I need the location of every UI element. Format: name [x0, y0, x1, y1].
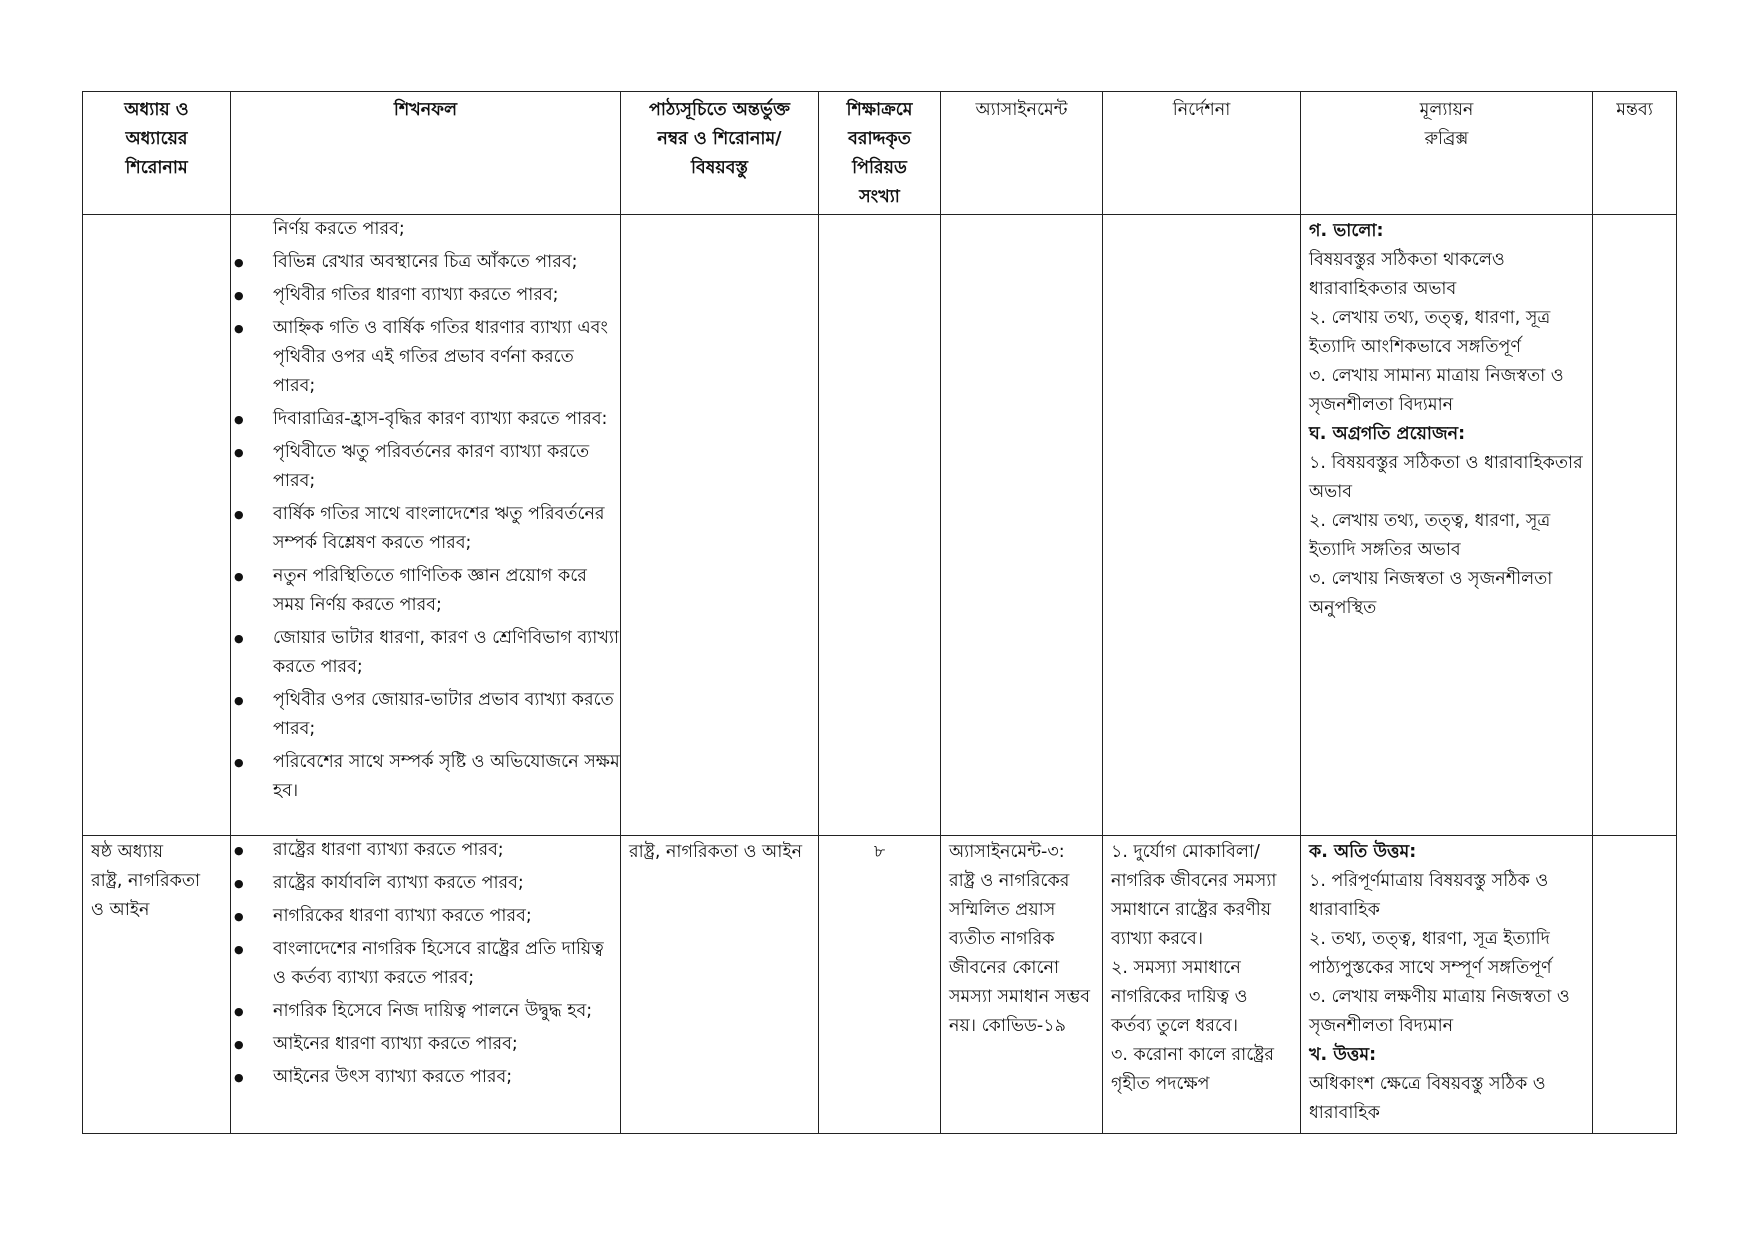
chapter-title: ষষ্ঠ অধ্যায় [91, 842, 164, 862]
outcome-list [231, 215, 620, 806]
list-item: ● আইনের ধারণা ব্যাখ্যা করতে পারব; [231, 1030, 620, 1059]
header-syllabus: পাঠ্যসূচিতে অন্তর্ভুক্ত নম্বর ও শিরোনাম/ বিষয়বস্তু [621, 92, 819, 215]
assignment-cell [941, 215, 1103, 836]
list-item: ● আহ্নিক গতি ও বার্ষিক গতির ধারণার ব্যাখ্যা এবং পৃথিবীর ওপর এই গতির প্রভাব বর্ণনা করতে পারব; [231, 314, 620, 401]
header-periods: শিক্ষাক্রমে বরাদ্দকৃত পিরিয়ড সংখ্যা [819, 92, 941, 215]
rubric-line: বিষয়বস্তুর সঠিকতা থাকলেও ধারাবাহিকতার অভাব [1309, 250, 1505, 299]
list-item: ● নাগরিক হিসেবে নিজ দায়িত্ব পালনে উদ্বুদ্ধ হব; [231, 997, 620, 1026]
rubric-line: ১. পরিপূর্ণমাত্রায় বিষয়বস্তু সঠিক ও ধারাবাহিক [1309, 871, 1549, 920]
guidance-cell [1103, 836, 1301, 1134]
header-remarks: মন্তব্য [1593, 92, 1677, 215]
header-guidance: নির্দেশনা [1103, 92, 1301, 215]
header-assignment: অ্যাসাইনমেন্ট [941, 92, 1103, 215]
header-outcomes: শিখনফল [231, 92, 621, 215]
rubric-line: ২. লেখায় তথ্য, তত্ত্ব, ধারণা, সূত্র ইত্যাদি সঙ্গতির অভাব [1309, 511, 1551, 560]
rubric [1301, 215, 1592, 623]
list-item: ● রাষ্ট্রের কার্যাবলি ব্যাখ্যা করতে পারব; [231, 869, 620, 898]
remarks-cell [1593, 836, 1677, 1134]
rubric-line: ৩. লেখায় নিজস্বতা ও সৃজনশীলতা অনুপস্থিত [1309, 569, 1553, 618]
rubric-heading: গ. ভালো: [1309, 221, 1384, 241]
syllabus-cell [621, 215, 819, 836]
periods-cell [819, 215, 941, 836]
outcome-continuation: নির্ণয় করতে পারব; [273, 219, 405, 239]
rubric-line: ২. তথ্য, তত্ত্ব, ধারণা, সূত্র ইত্যাদি পাঠ্যপুস্তকের সাথে সম্পূর্ণ সঙ্গতিপূর্ণ [1309, 929, 1552, 978]
chapter-cell [83, 836, 231, 1134]
rubric-line: ১. বিষয়বস্তুর সঠিকতা ও ধারাবাহিকতার অভাব [1309, 453, 1583, 502]
list-item: ● পৃথিবীর ওপর জোয়ার-ভাটার প্রভাব ব্যাখ্যা করতে পারব; [231, 686, 620, 744]
list-item: ● আইনের উৎস ব্যাখ্যা করতে পারব; [231, 1063, 620, 1092]
list-item: ● বিভিন্ন রেখার অবস্থানের চিত্র আঁকতে পারব; [231, 248, 620, 277]
rubric-heading: খ. উত্তম: [1309, 1045, 1377, 1065]
rubric-heading: ঘ. অগ্রগতি প্রয়োজন: [1309, 424, 1466, 444]
evaluation-cell [1301, 836, 1593, 1134]
syllabus-cell: রাষ্ট্র, নাগরিকতা ও আইন [621, 836, 819, 1134]
list-item: ● পরিবেশের সাথে সম্পর্ক সৃষ্টি ও অভিযোজনে সক্ষম হব। [231, 748, 620, 806]
chapter-title: ও আইন [91, 900, 150, 920]
lesson-plan-table [82, 91, 1677, 1134]
outcome-list [231, 836, 620, 1092]
list-item: ● বার্ষিক গতির সাথে বাংলাদেশের ঋতু পরিবর্তনের সম্পর্ক বিশ্লেষণ করতে পারব; [231, 500, 620, 558]
rubric-line: ৩. লেখায় সামান্য মাত্রায় নিজস্বতা ও সৃজনশীলতা বিদ্যমান [1309, 366, 1564, 415]
list-item: ● বাংলাদেশের নাগরিক হিসেবে রাষ্ট্রের প্রতি দায়িত্ব ও কর্তব্য ব্যাখ্যা করতে পারব; [231, 935, 620, 993]
list-item: ● পৃথিবীতে ঋতু পরিবর্তনের কারণ ব্যাখ্যা করতে পারব; [231, 438, 620, 496]
remarks-cell [1593, 215, 1677, 836]
list-item: ● জোয়ার ভাটার ধারণা, কারণ ও শ্রেণিবিভাগ ব্যাখ্যা করতে পারব; [231, 624, 620, 682]
rubric-heading: ক. অতি উত্তম: [1309, 842, 1417, 862]
list-item: ● নাগরিকের ধারণা ব্যাখ্যা করতে পারব; [231, 902, 620, 931]
list-item: ● পৃথিবীর গতির ধারণা ব্যাখ্যা করতে পারব; [231, 281, 620, 310]
rubric-line: ৩. লেখায় লক্ষণীয় মাত্রায় নিজস্বতা ও সৃজনশীলতা বিদ্যমান [1309, 987, 1570, 1036]
assignment-cell: অ্যাসাইনমেন্ট-৩: রাষ্ট্র ও নাগরিকের সম্মিলিত প্রয়াস ব্যতীত নাগরিক জীবনের কোনো সমস্যা সমাধান সম্ভব নয়। কোভিড-১৯ [941, 836, 1103, 1134]
list-item: ● রাষ্ট্রের ধারণা ব্যাখ্যা করতে পারব; [231, 836, 620, 865]
header-evaluation: মূল্যায়ন রুব্রিক্স [1301, 92, 1593, 215]
list-item: ● দিবারাত্রির-হ্রাস-বৃদ্ধির কারণ ব্যাখ্যা করতে পারব: [231, 405, 620, 434]
rubric [1301, 836, 1592, 1128]
rubric-line: ২. লেখায় তথ্য, তত্ত্ব, ধারণা, সূত্র ইত্যাদি আংশিকভাবে সঙ্গতিপূর্ণ [1309, 308, 1551, 357]
chapter-cell [83, 215, 231, 836]
table-row [83, 215, 1677, 836]
chapter-title: রাষ্ট্র, নাগরিকতা [91, 871, 201, 891]
outcomes-cell [231, 215, 621, 836]
table-row [83, 836, 1677, 1134]
header-row [83, 92, 1677, 215]
evaluation-cell [1301, 215, 1593, 836]
header-chapter: অধ্যায় ও অধ্যায়ের শিরোনাম [83, 92, 231, 215]
guidance-line: ১. দুর্যোগ মোকাবিলা/নাগরিক জীবনের সমস্যা সমাধানে রাষ্ট্রের করণীয় ব্যাখ্যা করবে। [1111, 842, 1277, 949]
rubric-line: অধিকাংশ ক্ষেত্রে বিষয়বস্তু সঠিক ও ধারাবাহিক [1309, 1074, 1546, 1123]
guidance-line: ৩. করোনা কালে রাষ্ট্রের গৃহীত পদক্ষেপ [1111, 1045, 1275, 1094]
periods-cell: ৮ [819, 836, 941, 1134]
guidance-cell [1103, 215, 1301, 836]
guidance-line: ২. সমস্যা সমাধানে নাগরিকের দায়িত্ব ও কর্তব্য তুলে ধরবে। [1111, 958, 1248, 1036]
list-item: ● নতুন পরিস্থিতিতে গাণিতিক জ্ঞান প্রয়োগ করে সময় নির্ণয় করতে পারব; [231, 562, 620, 620]
outcomes-cell [231, 836, 621, 1134]
